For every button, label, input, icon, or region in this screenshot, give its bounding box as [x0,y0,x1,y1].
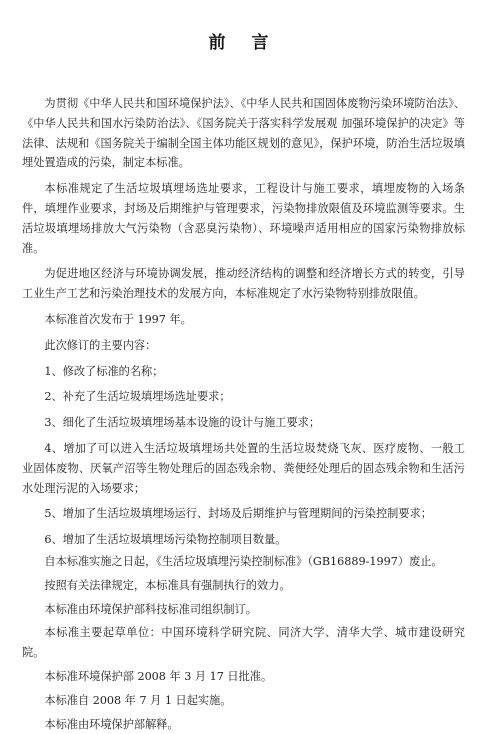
paragraph-effective-date: 本标准自 2008 年 7 月 1 日起实施。 [44,693,232,707]
paragraph-organizer: 本标准由环境保护部科技标准司组织制订。 [44,602,257,616]
paragraph-revision-intro: 此次修订的主要内容： [44,338,157,352]
paragraph-special-limits: 为促进地区经济与环境协调发展，推动经济结构的调整和经济增长方式的转变，引导工业生产工艺和污染治理技术的发展方向，本标准规定了水污染物特别排放限值。 [22,267,465,301]
revision-item-2: 2、补充了生活垃圾填埋场选址要求； [44,390,231,404]
revision-item-3: 3、细化了生活垃圾填埋场基本设施的设计与施工要求； [44,416,321,430]
paragraph-drafters: 本标准主要起草单位：中国环境科学研究院、同济大学、清华大学、城市建设研究院。 [22,626,465,660]
revision-item-4: 4、增加了可以进入生活垃圾填埋场共处置的生活垃圾焚烧飞灰、医疗废物、一般工业固体废物、厌氧产沼等生物处理后的固态残余物、粪便经处理后的固态残余物和生活污水处理污泥的入场要求； [22,441,465,495]
paragraph-interpretation: 本标准由环境保护部解释。 [44,717,179,731]
paragraph-first-release: 本标准首次发布于 1997 年。 [44,312,192,326]
paragraph-approval: 本标准环境保护部 2008 年 3 月 17 日批准。 [44,669,273,683]
page-title: 前 言 [208,33,279,53]
document-body [22,94,465,734]
paragraph-purpose: 为贯彻《中华人民共和国环境保护法》、《中华人民共和国固体废物污染环境防治法》、《中华人民共和国水污染防治法》、《国务院关于落实科学发展观 加强环境保护的决定》等法律、法规和《国务院关于编制全国主体功能区规划的意见》，保护环境，防治生活垃圾填埋处置造成的污染，制定本标准。 [22,97,465,170]
paragraph-mandatory: 按照有关法律规定，本标准具有强制执行的效力。 [44,578,291,592]
revision-item-1: 1、修改了标准的名称； [44,364,164,378]
revision-item-5: 5、增加了生活垃圾填埋场运行、封场及后期维护与管理期间的污染控制要求； [44,507,432,521]
paragraph-supersedes: 自本标准实施之日起，《生活垃圾填埋污染控制标准》（GB16889-1997）废止。 [44,554,443,568]
paragraph-scope: 本标准规定了生活垃圾填埋场选址要求，工程设计与施工要求，填埋废物的入场条件，填埋作业要求，封场及后期维护与管理要求，污染物排放限值及环境监测等要求。生活垃圾填埋场排放大气污染物（含恶臭污染物）、环境噪声适用相应的国家污染物排放标准。 [22,182,465,255]
revision-item-6: 6、增加了生活垃圾填埋场污染物控制项目数量。 [44,533,287,547]
